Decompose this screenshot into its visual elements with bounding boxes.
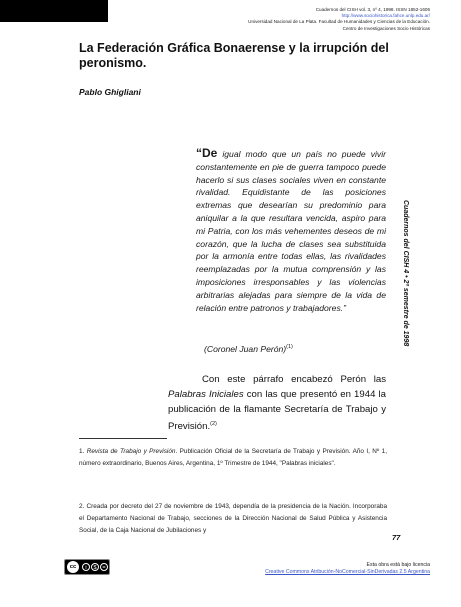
footnote-1 [79,446,387,470]
footnote-2 [79,501,387,537]
footnote-1-text: . Publicación Oficial de la Secretaría de Trabajo y Previsión. Año I, Nº 1, número extraordinario, Buenos Aires, Argentina, 1º Trimestre de 1944, "Palabras iniciales". [79,448,387,467]
footnote-divider [79,438,167,439]
journal-header [180,7,430,32]
epigraph-text: igual modo que un país no puede vivir constantemente en pie de guerra tampoco puede hacerlo si sus clases sociales viven en constante rivalidad. Equidistante de las posiciones extremas que desearían su predominio para aniquilar a la que resultara vencida, aspiro para mi Patria, con los más vehementes deseos de mi corazón, que la lucha de clases sea substituida por la armonía entre todas ellas, las rivalidades reemplazadas por la mutua comprensión y las imposiciones irresponsables y las violencias arbitrarias alejadas para siempre de la vida de relación entre patronos y trabajadores.” [196,149,386,313]
page-number: 77 [392,533,401,542]
creative-commons-badge[interactable] [64,559,110,575]
epigraph-open: “De [196,146,218,160]
attribution-text: (Coronel Juan Perón) [204,344,287,354]
footnote-2-text: Creada por decreto del 27 de noviembre de 1943, dependía de la presidencia de la Nación. Incorporaba el Departamento Nacional de Trabajo, secciones de la Dirección Nacional de Salud Pública y Asistencia Social, de la Caja Nacional de Jubilaciones y [79,503,387,534]
license-notice [150,562,430,576]
cc-logo-icon: cc [67,561,79,573]
cc-nd-icon: = [100,563,108,571]
top-black-bar [0,0,108,22]
vertical-journal-label: Cuadernos del CISH 4 • 2º semestre de 1998 [402,200,409,347]
footnote-1-number: 1. [79,448,85,455]
body-text-a: Con este párrafo encabezó Perón las [202,374,386,385]
vertical-margin-text [402,200,416,380]
license-link[interactable]: Creative Commons Atribución-NoComercial-SinDerivadas 2.5 Argentina [265,569,430,575]
footnote-1-italic: Revista de Trabajo y Previsión [86,448,176,455]
header-url-link[interactable]: http://www.sociohistorica.fahce.unlp.edu.ar/ [341,13,430,19]
cc-by-icon: i [82,563,90,571]
header-university: Universidad Nacional de La Plata. Facultad de Humanidades y Ciencias de la Educación. [248,19,430,25]
license-line: Esta obra está bajo licencia [366,562,430,568]
body-paragraph [168,372,386,434]
article-title: La Federación Gráfica Bonaerense y la irrupción del peronismo. [79,41,389,70]
header-center: Centro de Investigaciones Socio Históricas [342,25,430,31]
body-italic: Palabras Iniciales [168,389,244,400]
epigraph-attribution [204,344,386,354]
article-author: Pablo Ghigliani [79,87,141,97]
footnote-ref-1[interactable]: (1) [286,344,293,351]
body-text-b: con las que presentó en 1944 la publicación de la flamante Secretaría de Trabajo y Previsión. [168,389,386,433]
cc-nc-icon: $ [91,563,99,571]
epigraph-quote [196,147,386,314]
header-citation: Cuadernos del CISH vol. 3, nº 4, 1998. ISSN 1852-1606 [315,7,430,12]
footnote-ref-2[interactable]: (2) [210,421,217,427]
footnote-2-number: 2. [79,503,85,510]
